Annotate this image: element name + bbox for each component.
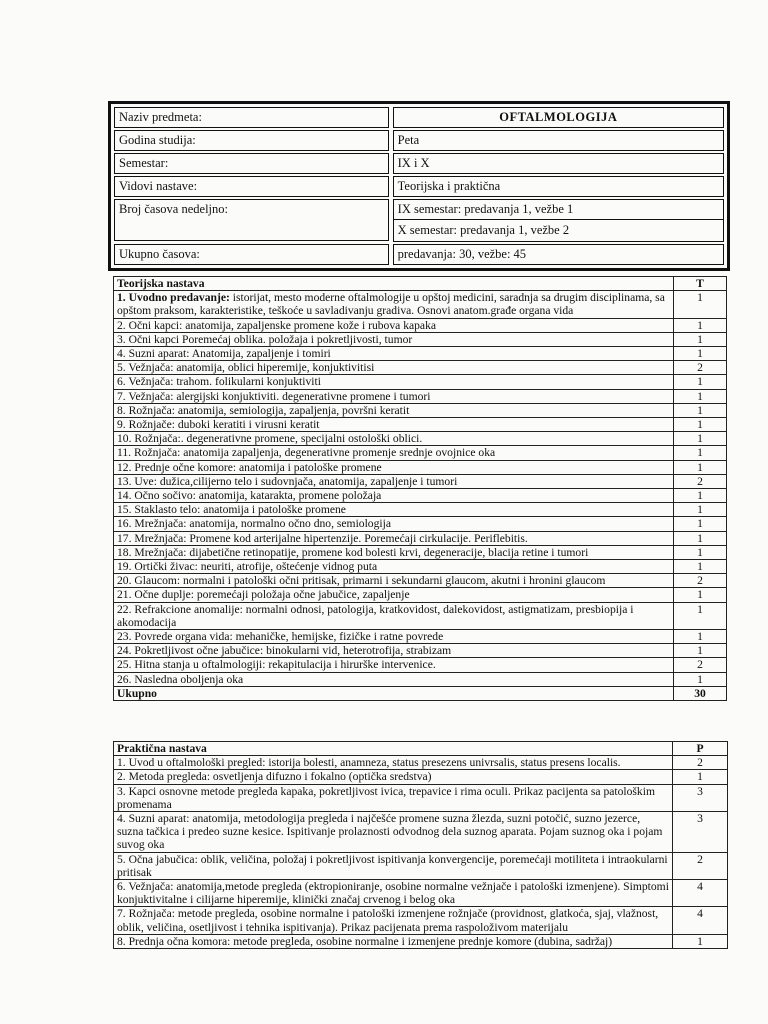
- theory-hours: 1: [674, 446, 727, 460]
- practical-item-text: 2. Metoda pregleda: osvetljenja difuzno i fokalno (optička sredstva): [114, 770, 673, 784]
- theory-item-1: [114, 291, 674, 318]
- year-label: Godina studija:: [114, 130, 389, 151]
- theory-hours: 2: [674, 658, 727, 672]
- forms-value: Teorijska i praktična: [393, 176, 724, 197]
- table-row: [114, 403, 727, 417]
- table-row: [114, 574, 727, 588]
- table-row: [114, 812, 728, 853]
- table-row: [114, 560, 727, 574]
- table-row: [114, 630, 727, 644]
- theory-hours: 1: [674, 403, 727, 417]
- forms-row: [113, 175, 725, 198]
- course-info-table: [108, 101, 730, 271]
- table-row: [114, 347, 727, 361]
- table-row: [114, 588, 727, 602]
- subject-label: Naziv predmeta:: [114, 107, 389, 128]
- table-row: [114, 318, 727, 332]
- table-row: [114, 672, 727, 686]
- practical-hours: 2: [673, 852, 728, 879]
- table-row: [114, 332, 727, 346]
- table-row: [114, 880, 728, 907]
- theory-item-text: 16. Mrežnjača: anatomija, normalno očno dno, semiologija: [114, 517, 674, 531]
- practical-item-text: 8. Prednja očna komora: metode pregleda, osobine normalne i izmenjene prednje komore (dubina, sadržaj): [114, 934, 673, 948]
- theory-item-text: 25. Hitna stanja u oftalmologiji: rekapitulacija i hirurške intervenice.: [114, 658, 674, 672]
- theory-item-text: 24. Pokretljivost očne jabučice: binokularni vid, heterotrofija, strabizam: [114, 644, 674, 658]
- table-row: [114, 389, 727, 403]
- practical-item-text: 1. Uvod u oftalmološki pregled: istorija bolesti, anamneza, status presezens univrsalis, status presens localis.: [114, 756, 673, 770]
- practical-item-text: 6. Vežnjača: anatomija,metode pregleda (ektropioniranje, osobine normalne vežnjače i patološki izmenjene). Simptomi konjuktivitalne i cilijarne hiperemije, klinički značaj crvenog i belog oka: [114, 880, 673, 907]
- weekly-values: [393, 199, 724, 242]
- theory-item-text: 15. Staklasto telo: anatomija i patološke promene: [114, 503, 674, 517]
- practical-hours: 2: [673, 756, 728, 770]
- theory-hours: 1: [674, 389, 727, 403]
- theory-item-text: 4. Suzni aparat: Anatomija, zapaljenje i tomiri: [114, 347, 674, 361]
- year-row: [113, 129, 725, 152]
- semester-value: IX i X: [393, 153, 724, 174]
- theory-header-row: [114, 277, 727, 291]
- subject-value: OFTALMOLOGIJA: [393, 107, 724, 128]
- theory-hours: 1: [674, 332, 727, 346]
- practical-hours: 3: [673, 784, 728, 811]
- theory-hours: 1: [674, 672, 727, 686]
- theory-hours: 2: [674, 361, 727, 375]
- theory-hours: 2: [674, 474, 727, 488]
- table-row: [114, 644, 727, 658]
- theory-total-label: Ukupno: [114, 686, 674, 700]
- theory-header: Teorijska nastava: [114, 277, 674, 291]
- practical-item-text: 4. Suzni aparat: anatomija, metodologija pregleda i najčešće promene suzna žlezda, suzni potočić, suzno jezerce, suzna tačkica i predeo suzne kesice. Ispitivanje prolaznosti odvodnog dela suznog aparata. Pojam suznog oka i pojam suvog oka: [114, 812, 673, 853]
- theory-hours: 1: [674, 545, 727, 559]
- theory-item-text: 20. Glaucom: normalni i patološki očni pritisak, primarni i sekundarni glaucom, akutni i hronini glaucom: [114, 574, 674, 588]
- year-value: Peta: [393, 130, 724, 151]
- theory-item-text: 8. Rožnjača: anatomija, semiologija, zapaljenja, površni keratit: [114, 403, 674, 417]
- theory-item-text: 22. Refrakcione anomalije: normalni odnosi, patologija, kratkovidost, dalekovidost, astigmatizam, presbiopija i akomodacija: [114, 602, 674, 629]
- theory-hours: 1: [674, 418, 727, 432]
- theory-hours: 1: [674, 517, 727, 531]
- theory-hours: 1: [674, 503, 727, 517]
- theory-hours: 1: [674, 347, 727, 361]
- table-row: [114, 474, 727, 488]
- theory-item-text: 19. Ortički živac: neuriti, atrofije, oštećenje vidnog puta: [114, 560, 674, 574]
- theory-hours: 1: [674, 318, 727, 332]
- practical-item-text: 3. Kapci osnovne metode pregleda kapaka, pokretljivost ivica, trepavice i rima oculi. Prikaz pacijenta sa patološkim promenama: [114, 784, 673, 811]
- table-row: [114, 756, 728, 770]
- item-lead: 1. Uvodno predavanje:: [117, 291, 230, 305]
- practical-item-text: 5. Očna jabučica: oblik, veličina, položaj i pokretljivost ispitivanja konvergencije, poremećaji motiliteta i intraokularni pritisak: [114, 852, 673, 879]
- theory-item-text: 18. Mrežnjača: dijabetične retinopatije, promene kod bolesti krvi, degeneracije, blacija retine i tumori: [114, 545, 674, 559]
- weekly-label: Broj časova nedeljno:: [114, 199, 389, 241]
- table-row: [114, 784, 728, 811]
- table-row: [114, 361, 727, 375]
- weekly-ix: IX semestar: predavanja 1, vežbe 1: [394, 200, 723, 220]
- practical-hours: 3: [673, 812, 728, 853]
- semester-label: Semestar:: [114, 153, 389, 174]
- theory-hours: 2: [674, 574, 727, 588]
- table-row: [114, 418, 727, 432]
- table-row: [114, 658, 727, 672]
- theory-hours: 1: [674, 630, 727, 644]
- table-row: [114, 291, 727, 318]
- theory-hours: 1: [674, 460, 727, 474]
- theory-item-text: 5. Vežnjača: anatomija, oblici hiperemije, konjuktivitisi: [114, 361, 674, 375]
- theory-hours: 1: [674, 644, 727, 658]
- practical-hours: 4: [673, 880, 728, 907]
- theory-item-text: 6. Vežnjača: trahom. folikularni konjuktiviti: [114, 375, 674, 389]
- theory-item-text: 11. Rožnjača: anatomija zapaljenja, degenerativne promenje srednje ovojnice oka: [114, 446, 674, 460]
- practical-col-header: P: [673, 742, 728, 756]
- theory-hours: 1: [674, 531, 727, 545]
- subject-row: [113, 106, 725, 129]
- theory-item-text: 2. Očni kapci: anatomija, zapaljenske promene kože i rubova kapaka: [114, 318, 674, 332]
- theory-item-text: 17. Mrežnjača: Promene kod arterijalne hipertenzije. Poremećaji cirkulacije. Periflebitis.: [114, 531, 674, 545]
- table-row: [114, 432, 727, 446]
- theory-item-text: 7. Vežnjača: alergijski konjuktiviti. degenerativne promene i tumori: [114, 389, 674, 403]
- theory-item-text: 3. Očni kapci Poremećaj oblika. položaja i pokretljivosti, tumor: [114, 332, 674, 346]
- table-row: [114, 602, 727, 629]
- theory-item-text: 14. Očno sočivo: anatomija, katarakta, promene položaja: [114, 489, 674, 503]
- practical-header-row: [114, 742, 728, 756]
- theory-hours: 1: [674, 602, 727, 629]
- theory-hours: 1: [674, 432, 727, 446]
- practical-hours: 1: [673, 934, 728, 948]
- practical-hours: 1: [673, 770, 728, 784]
- table-row: [114, 531, 727, 545]
- theory-hours: 1: [674, 560, 727, 574]
- weekly-x: X semestar: predavanja 1, vežbe 2: [397, 223, 570, 237]
- table-row: [114, 907, 728, 934]
- table-row: [114, 489, 727, 503]
- forms-label: Vidovi nastave:: [114, 176, 389, 197]
- item-text: istorijat, mesto moderne oftalmologije u opštoj medicini, saradnja sa drugim disciplinama, sa opštom praksom, karakteristike, teškoće u savladivanju gradiva. Osnovi anatom.građe organa vida: [117, 291, 665, 318]
- theory-hours: 1: [674, 375, 727, 389]
- table-row: [114, 545, 727, 559]
- table-row: [114, 460, 727, 474]
- theory-item-text: 10. Rožnjača:. degenerativne promene, specijalni ostološki oblici.: [114, 432, 674, 446]
- practical-item-text: 7. Rožnjača: metode pregleda, osobine normalne i patološki izmenjene rožnjače (providnost, glatkoća, sjaj, vlažnost, oblik, veličina, osetljivost i tehnika ispitivanja). Prikaz pacijenata prema raspoloživom materijalu: [114, 907, 673, 934]
- theory-hours: 1: [674, 588, 727, 602]
- theory-item-text: 9. Rožnjače: duboki keratiti i virusni keratit: [114, 418, 674, 432]
- theory-item-text: 21. Očne duplje: poremećaji položaja očne jabučice, zapaljenje: [114, 588, 674, 602]
- practical-table: [113, 741, 728, 949]
- table-row: [114, 852, 728, 879]
- practical-header: Praktična nastava: [114, 742, 673, 756]
- practical-hours: 4: [673, 907, 728, 934]
- theory-item-text: 26. Nasledna oboljenja oka: [114, 672, 674, 686]
- table-row: [114, 934, 728, 948]
- theory-item-text: 12. Prednje očne komore: anatomija i patološke promene: [114, 460, 674, 474]
- table-row: [114, 446, 727, 460]
- table-row: [114, 517, 727, 531]
- theory-hours: 1: [674, 291, 727, 318]
- theory-hours: 1: [674, 489, 727, 503]
- theory-table: [113, 276, 727, 701]
- table-row: [114, 770, 728, 784]
- table-row: [114, 503, 727, 517]
- weekly-row: [113, 198, 725, 243]
- theory-total-row: [114, 686, 727, 700]
- theory-col-header: T: [674, 277, 727, 291]
- table-row: [114, 375, 727, 389]
- theory-item-text: 13. Uve: dužica,cilijerno telo i sudovnjača, anatomija, zapaljenje i tumori: [114, 474, 674, 488]
- theory-total-value: 30: [674, 686, 727, 700]
- theory-item-text: 23. Povrede organa vida: mehaničke, hemijske, fizičke i ratne povrede: [114, 630, 674, 644]
- total-label: Ukupno časova:: [114, 244, 389, 265]
- total-row: [113, 243, 725, 266]
- semester-row: [113, 152, 725, 175]
- total-value: predavanja: 30, vežbe: 45: [393, 244, 724, 265]
